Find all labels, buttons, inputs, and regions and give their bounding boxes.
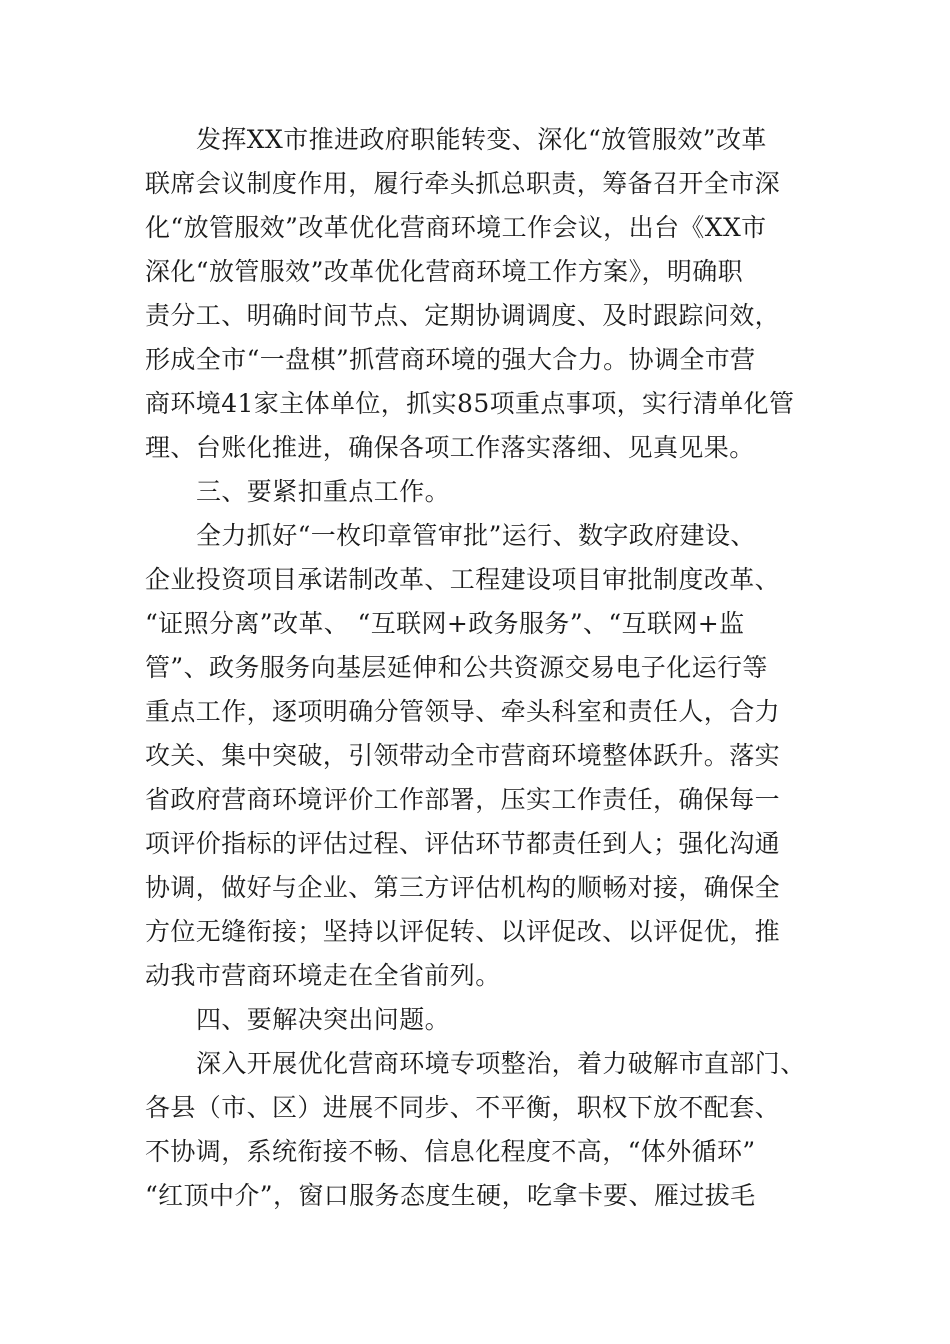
text-line: 责分工、明确时间节点、定期协调调度、及时跟踪问效， (145, 301, 781, 330)
text-line: 攻关、集中突破，引领带动全市营商环境整体跃升。落实 (145, 741, 781, 770)
text-line: “红顶中介”，窗口服务态度生硬，吃拿卡要、雁过拔毛 (145, 1181, 756, 1210)
text-line: 化“放管服效”改革优化营商环境工作会议，出台《XX市 (145, 213, 767, 242)
text-line: 协调，做好与企业、第三方评估机构的顺畅对接，确保全 (145, 873, 781, 902)
section-heading: 三、要紧扣重点工作。 (196, 477, 451, 506)
text-line: 理、台账化推进，确保各项工作落实落细、见真见果。 (145, 433, 755, 462)
text-line: 方位无缝衔接；坚持以评促转、以评促改、以评促优，推 (145, 917, 781, 946)
text-line: 深入开展优化营商环境专项整治，着力破解市直部门、 (196, 1049, 806, 1078)
text-line: 重点工作，逐项明确分管领导、牵头科室和责任人，合力 (145, 697, 781, 726)
text-line: 各县（市、区）进展不同步、不平衡，职权下放不配套、 (145, 1093, 781, 1122)
text-line: 商环境41家主体单位，抓实85项重点事项，实行清单化管 (145, 389, 795, 418)
text-line: 发挥XX市推进政府职能转变、深化“放管服效”改革 (196, 125, 767, 154)
section-heading: 四、要解决突出问题。 (196, 1005, 451, 1034)
text-line: “证照分离”改革、 “互联网+政务服务”、“互联网+监 (145, 609, 745, 638)
text-line: 全力抓好“一枚印章管审批”运行、数字政府建设、 (196, 521, 756, 550)
text-line: 省政府营商环境评价工作部署，压实工作责任，确保每一 (145, 785, 781, 814)
text-line: 管”、政务服务向基层延伸和公共资源交易电子化运行等 (145, 653, 768, 682)
text-line: 不协调，系统衔接不畅、信息化程度不高，“体外循环” (145, 1137, 756, 1166)
text-line: 企业投资项目承诺制改革、工程建设项目审批制度改革、 (145, 565, 781, 594)
text-line: 深化“放管服效”改革优化营商环境工作方案》，明确职 (145, 257, 744, 286)
text-line: 动我市营商环境走在全省前列。 (145, 961, 501, 990)
text-line: 项评价指标的评估过程、评估环节都责任到人；强化沟通 (145, 829, 781, 858)
text-line: 联席会议制度作用，履行牵头抓总职责，筹备召开全市深 (145, 169, 781, 198)
text-line: 形成全市“一盘棋”抓营商环境的强大合力。协调全市营 (145, 345, 756, 374)
